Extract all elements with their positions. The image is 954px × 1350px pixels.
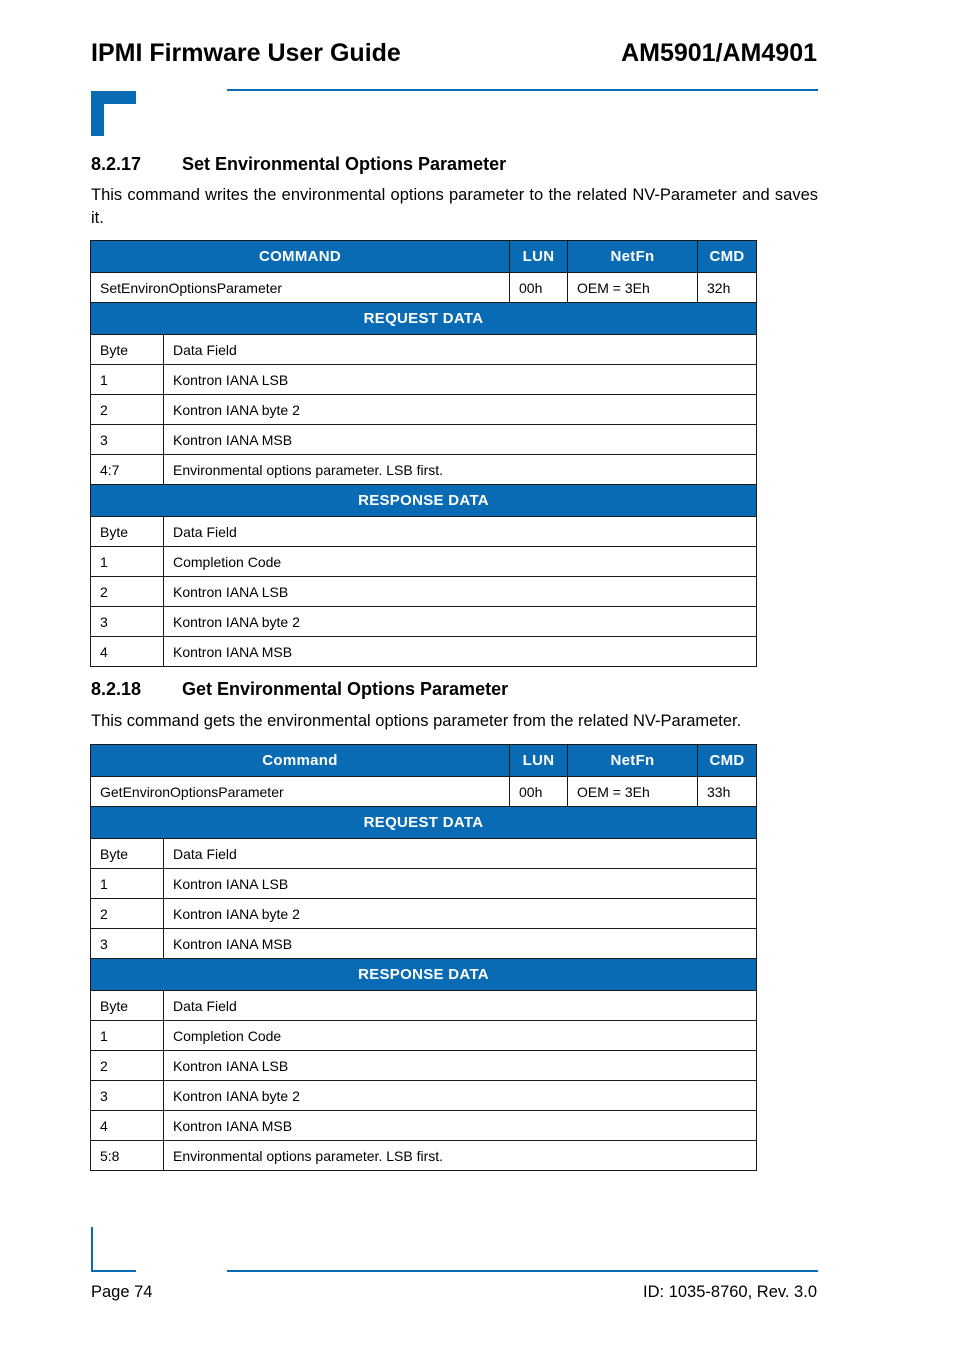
section-description: This command writes the environmental options parameter to the related NV-Parameter and saves it. (91, 186, 818, 227)
command-row (91, 273, 757, 303)
table-row (91, 1081, 757, 1111)
section-title: Get Environmental Options Parameter (182, 679, 509, 699)
header-rule (227, 89, 818, 91)
data-field-cell: Kontron IANA LSB (164, 1051, 757, 1081)
data-field-cell: Data Field (164, 839, 757, 869)
byte-cell: 5:8 (91, 1141, 164, 1171)
byte-cell: 1 (91, 869, 164, 899)
request-data-band: REQUEST DATA (91, 303, 757, 335)
data-field-cell: Kontron IANA byte 2 (164, 1081, 757, 1111)
data-field-cell: Kontron IANA byte 2 (164, 607, 757, 637)
data-field-cell: Kontron IANA MSB (164, 425, 757, 455)
section-number: 8.2.18 (91, 679, 142, 699)
byte-cell: 1 (91, 547, 164, 577)
table-row (91, 335, 757, 365)
byte-cell: 4 (91, 1111, 164, 1141)
header-command: Command (91, 745, 510, 777)
table-row (91, 395, 757, 425)
byte-cell: Byte (91, 991, 164, 1021)
byte-cell: 4:7 (91, 455, 164, 485)
section-heading-8-2-17 (91, 153, 506, 175)
table-row (91, 1111, 757, 1141)
table-row (91, 455, 757, 485)
table-row (91, 547, 757, 577)
set-command-table (90, 240, 757, 667)
byte-cell: 2 (91, 899, 164, 929)
byte-cell: 3 (91, 425, 164, 455)
header-command: COMMAND (91, 241, 510, 273)
data-field-cell: Kontron IANA MSB (164, 1111, 757, 1141)
data-field-cell: Data Field (164, 991, 757, 1021)
table-row (91, 607, 757, 637)
command-cmd: 33h (698, 777, 757, 807)
table-row (91, 839, 757, 869)
byte-cell: Byte (91, 517, 164, 547)
data-field-cell: Environmental options parameter. LSB first. (164, 455, 757, 485)
table-header-row (91, 241, 757, 273)
command-cmd: 32h (698, 273, 757, 303)
footer-rule (227, 1270, 818, 1272)
get-command-table (90, 744, 757, 1171)
table-row (91, 365, 757, 395)
byte-cell: 2 (91, 577, 164, 607)
request-data-band: REQUEST DATA (91, 807, 757, 839)
byte-cell: 1 (91, 1021, 164, 1051)
byte-cell: 2 (91, 1051, 164, 1081)
table-row (91, 1141, 757, 1171)
data-field-cell: Kontron IANA LSB (164, 577, 757, 607)
data-field-cell: Data Field (164, 517, 757, 547)
corner-mark-bottom (91, 1270, 136, 1272)
table-row (91, 991, 757, 1021)
data-field-cell: Data Field (164, 335, 757, 365)
header-netfn: NetFn (568, 241, 698, 273)
byte-cell: 3 (91, 1081, 164, 1111)
table-row (91, 1021, 757, 1051)
section-title: Set Environmental Options Parameter (182, 154, 507, 174)
data-field-cell: Completion Code (164, 547, 757, 577)
byte-cell: 4 (91, 637, 164, 667)
byte-cell: 3 (91, 607, 164, 637)
request-band-row (91, 303, 757, 335)
response-band-row (91, 959, 757, 991)
table-row (91, 517, 757, 547)
data-field-cell: Kontron IANA byte 2 (164, 899, 757, 929)
command-lun: 00h (510, 777, 568, 807)
table-header-row (91, 745, 757, 777)
response-data-band: RESPONSE DATA (91, 959, 757, 991)
data-field-cell: Kontron IANA LSB (164, 365, 757, 395)
header-lun: LUN (510, 241, 568, 273)
command-name: SetEnvironOptionsParameter (91, 273, 510, 303)
data-field-cell: Environmental options parameter. LSB first. (164, 1141, 757, 1171)
byte-cell: Byte (91, 839, 164, 869)
command-netfn: OEM = 3Eh (568, 273, 698, 303)
header-cmd: CMD (698, 241, 757, 273)
corner-mark-top-vertical (91, 91, 104, 136)
corner-mark-bottom-vertical (91, 1227, 93, 1272)
command-name: GetEnvironOptionsParameter (91, 777, 510, 807)
page-number: Page 74 (91, 1283, 153, 1301)
response-data-band: RESPONSE DATA (91, 485, 757, 517)
header-netfn: NetFn (568, 745, 698, 777)
response-band-row (91, 485, 757, 517)
table-row (91, 577, 757, 607)
data-field-cell: Kontron IANA MSB (164, 929, 757, 959)
command-lun: 00h (510, 273, 568, 303)
command-netfn: OEM = 3Eh (568, 777, 698, 807)
product-model: AM5901/AM4901 (621, 39, 817, 67)
header-lun: LUN (510, 745, 568, 777)
byte-cell: 1 (91, 365, 164, 395)
table-row (91, 899, 757, 929)
data-field-cell: Kontron IANA MSB (164, 637, 757, 667)
request-band-row (91, 807, 757, 839)
section-heading-8-2-18 (91, 678, 508, 700)
header-cmd: CMD (698, 745, 757, 777)
byte-cell: 3 (91, 929, 164, 959)
document-title: IPMI Firmware User Guide (91, 39, 401, 67)
document-id: ID: 1035-8760, Rev. 3.0 (643, 1283, 817, 1301)
command-row (91, 777, 757, 807)
table-row (91, 637, 757, 667)
table-row (91, 869, 757, 899)
data-field-cell: Kontron IANA byte 2 (164, 395, 757, 425)
byte-cell: 2 (91, 395, 164, 425)
byte-cell: Byte (91, 335, 164, 365)
table-row (91, 929, 757, 959)
section-number: 8.2.17 (91, 154, 142, 174)
data-field-cell: Kontron IANA LSB (164, 869, 757, 899)
table-row (91, 425, 757, 455)
data-field-cell: Completion Code (164, 1021, 757, 1051)
section-description: This command gets the environmental options parameter from the related NV-Parameter. (91, 712, 742, 730)
table-row (91, 1051, 757, 1081)
